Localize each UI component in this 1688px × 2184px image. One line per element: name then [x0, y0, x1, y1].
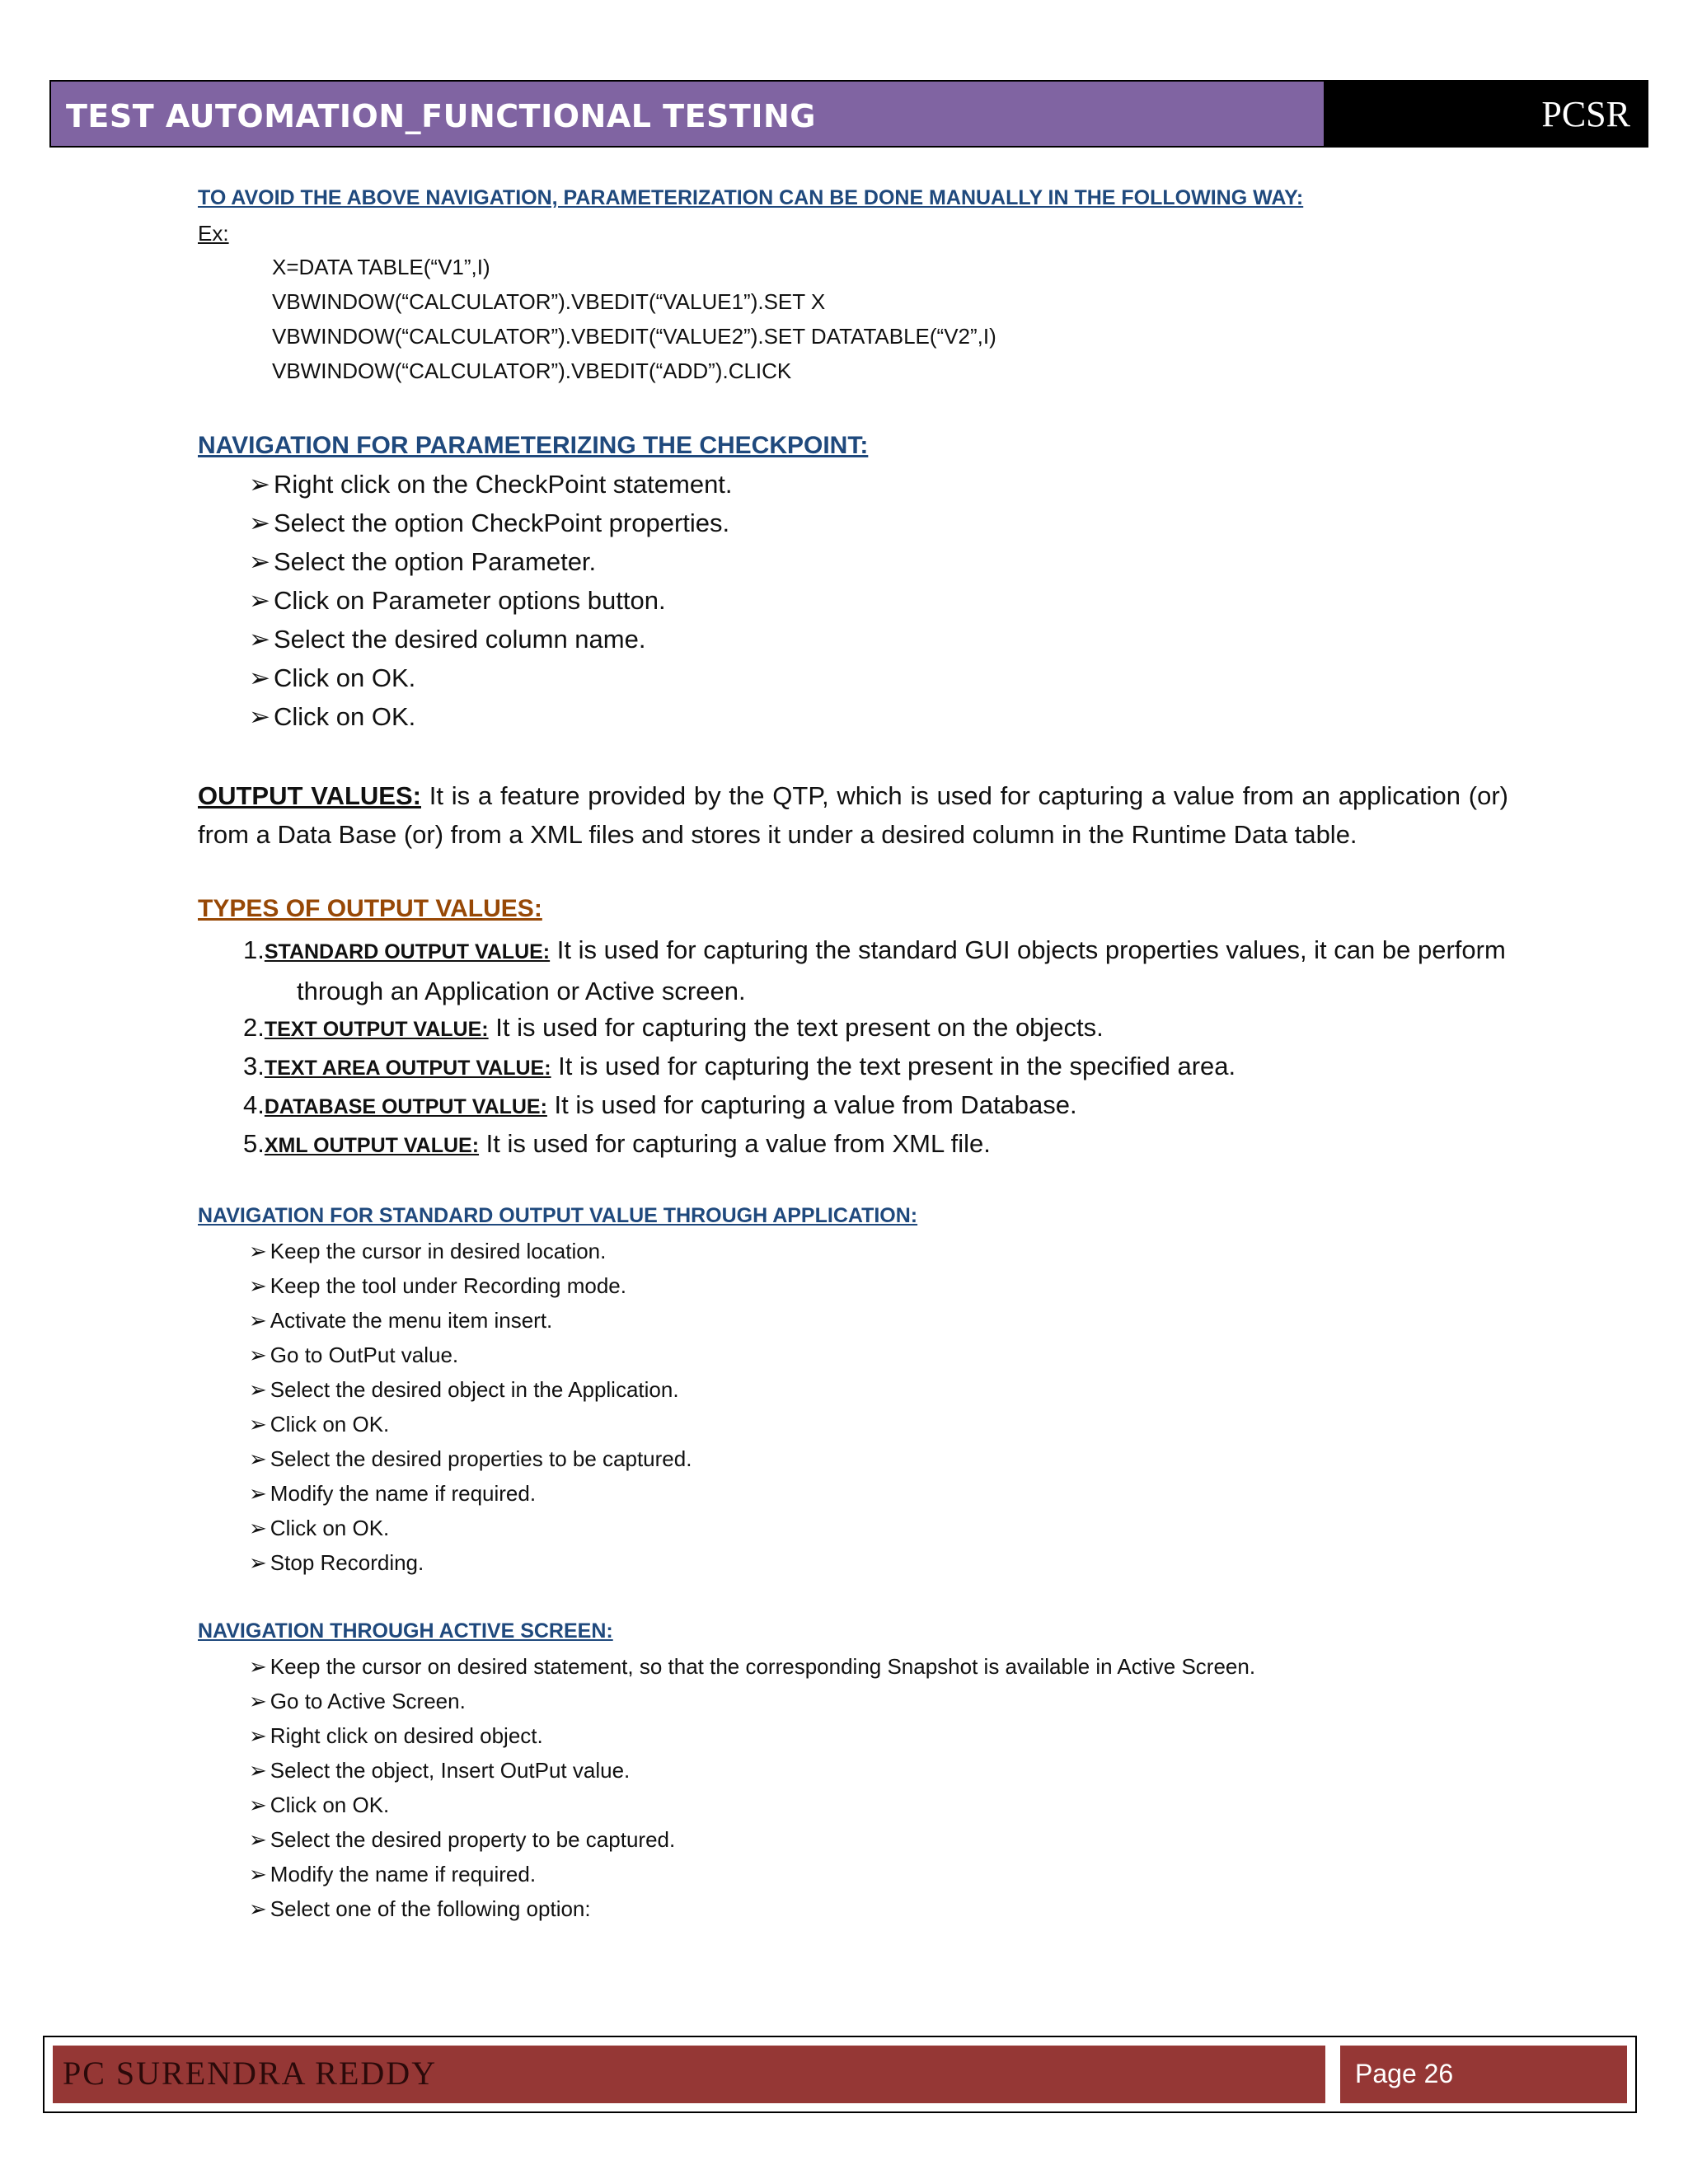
- list-item: ➢ Stop Recording.: [249, 1550, 424, 1575]
- code-line: VBWINDOW(“CALCULATOR”).VBEDIT(“ADD”).CLICK: [272, 359, 792, 383]
- arrow-bullet-icon: ➢: [249, 1239, 267, 1263]
- list-item: ➢ Click on OK.: [249, 663, 416, 692]
- arrow-bullet-icon: ➢: [249, 470, 270, 499]
- list-item: ➢ Click on OK.: [249, 1412, 390, 1436]
- list-item: ➢ Select one of the following option:: [249, 1896, 591, 1921]
- page-number: Page 26: [1355, 2059, 1454, 2088]
- list-item: ➢ Select the object, Insert OutPut value.: [249, 1758, 631, 1783]
- list-item: ➢ Right click on the CheckPoint statement.: [249, 470, 733, 499]
- arrow-bullet-icon: ➢: [249, 625, 270, 654]
- list-item: ➢ Right click on desired object.: [249, 1723, 543, 1748]
- list-item: ➢ Select the desired properties to be captured.: [249, 1446, 692, 1471]
- list-item: ➢ Modify the name if required.: [249, 1862, 537, 1886]
- list-item: ➢ Go to OutPut value.: [249, 1343, 459, 1367]
- list-item: ➢ Click on Parameter options button.: [249, 586, 666, 615]
- list-item: ➢ Click on OK.: [249, 1516, 390, 1540]
- arrow-bullet-icon: ➢: [249, 1446, 267, 1471]
- code-line: VBWINDOW(“CALCULATOR”).VBEDIT(“VALUE1”).SET X: [272, 289, 826, 314]
- arrow-bullet-icon: ➢: [249, 1723, 267, 1748]
- list-item: ➢ Select the option Parameter.: [249, 547, 597, 576]
- std-nav-heading: NAVIGATION FOR STANDARD OUTPUT VALUE THROUGH APPLICATION:: [198, 1204, 918, 1227]
- arrow-bullet-icon: ➢: [249, 509, 270, 537]
- type-item: 4.DATABASE OUTPUT VALUE: It is used for capturing a value from Database.: [243, 1090, 1077, 1119]
- header-logo: PCSR: [1541, 94, 1630, 134]
- list-item: ➢ Select the desired property to be captured.: [249, 1827, 676, 1852]
- page-footer: [43, 2036, 1637, 2113]
- manual-param-heading: TO AVOID THE ABOVE NAVIGATION, PARAMETERIZATION CAN BE DONE MANUALLY IN THE FOLLOWING WAY:: [198, 186, 1304, 209]
- arrow-bullet-icon: ➢: [249, 1412, 267, 1436]
- arrow-bullet-icon: ➢: [249, 1273, 267, 1298]
- example-label: Ex:: [198, 221, 229, 246]
- list-item: ➢ Select the option CheckPoint properties.: [249, 509, 730, 537]
- list-item: ➢ Keep the tool under Recording mode.: [249, 1273, 626, 1298]
- list-item: ➢ Keep the cursor in desired location.: [249, 1239, 607, 1263]
- code-line: X=DATA TABLE(“V1”,I): [272, 255, 490, 279]
- arrow-bullet-icon: ➢: [249, 702, 270, 731]
- arrow-bullet-icon: ➢: [249, 1377, 267, 1402]
- header-title-bar: [51, 82, 1324, 146]
- output-values-term: OUTPUT VALUES:: [198, 781, 421, 810]
- type-item: 3.TEXT AREA OUTPUT VALUE: It is used for capturing the text present in the specified area.: [243, 1052, 1236, 1080]
- types-heading: TYPES OF OUTPUT VALUES:: [198, 895, 542, 922]
- arrow-bullet-icon: ➢: [249, 1758, 267, 1783]
- list-item: ➢ Click on OK.: [249, 1793, 390, 1817]
- footer-author: PC SURENDRA REDDY: [63, 2055, 438, 2092]
- arrow-bullet-icon: ➢: [249, 586, 270, 615]
- arrow-bullet-icon: ➢: [249, 1481, 267, 1506]
- arrow-bullet-icon: ➢: [249, 1516, 267, 1540]
- arrow-bullet-icon: ➢: [249, 1827, 267, 1852]
- arrow-bullet-icon: ➢: [249, 1793, 267, 1817]
- list-item: ➢ Click on OK.: [249, 702, 416, 731]
- active-nav-heading: NAVIGATION THROUGH ACTIVE SCREEN:: [198, 1619, 613, 1643]
- checkpoint-nav-heading: NAVIGATION FOR PARAMETERIZING THE CHECKPOINT:: [198, 432, 869, 459]
- type-item: 2.TEXT OUTPUT VALUE: It is used for capturing the text present on the objects.: [243, 1013, 1104, 1042]
- code-line: VBWINDOW(“CALCULATOR”).VBEDIT(“VALUE2”).SET DATATABLE(“V2”,I): [272, 324, 996, 349]
- arrow-bullet-icon: ➢: [249, 1896, 267, 1921]
- arrow-bullet-icon: ➢: [249, 1550, 267, 1575]
- page-header: [49, 80, 1648, 148]
- output-values-paragraph: OUTPUT VALUES: It is a feature provided by the QTP, which is used for capturing a value from an application (or) from a Data Base (or) from a XML files and stores it under a desired column in the Runtime Data table.: [198, 781, 1509, 849]
- arrow-bullet-icon: ➢: [249, 663, 270, 692]
- footer-author-bar: [53, 2046, 1325, 2103]
- arrow-bullet-icon: ➢: [249, 1308, 267, 1333]
- arrow-bullet-icon: ➢: [249, 547, 270, 576]
- arrow-bullet-icon: ➢: [249, 1343, 267, 1367]
- arrow-bullet-icon: ➢: [249, 1862, 267, 1886]
- footer-page-bar: [1340, 2046, 1627, 2103]
- list-item: ➢ Modify the name if required.: [249, 1481, 537, 1506]
- list-item: ➢ Select the desired column name.: [249, 625, 646, 654]
- arrow-bullet-icon: ➢: [249, 1689, 267, 1713]
- header-logo-bar: [1324, 82, 1647, 146]
- list-item: ➢ Go to Active Screen.: [249, 1689, 466, 1713]
- list-item: ➢ Select the desired object in the Application.: [249, 1377, 679, 1402]
- type-item: 1.STANDARD OUTPUT VALUE: It is used for capturing the standard GUI objects properties values, it can be perform through an Application or Active screen.: [243, 935, 1506, 1005]
- header-title: TEST AUTOMATION_FUNCTIONAL TESTING: [66, 98, 816, 134]
- list-item: ➢ Activate the menu item insert.: [249, 1308, 553, 1333]
- list-item: ➢ Keep the cursor on desired statement, so that the corresponding Snapshot is available in Active Screen.: [249, 1654, 1256, 1679]
- type-item: 5.XML OUTPUT VALUE: It is used for capturing a value from XML file.: [243, 1129, 991, 1158]
- arrow-bullet-icon: ➢: [249, 1654, 267, 1679]
